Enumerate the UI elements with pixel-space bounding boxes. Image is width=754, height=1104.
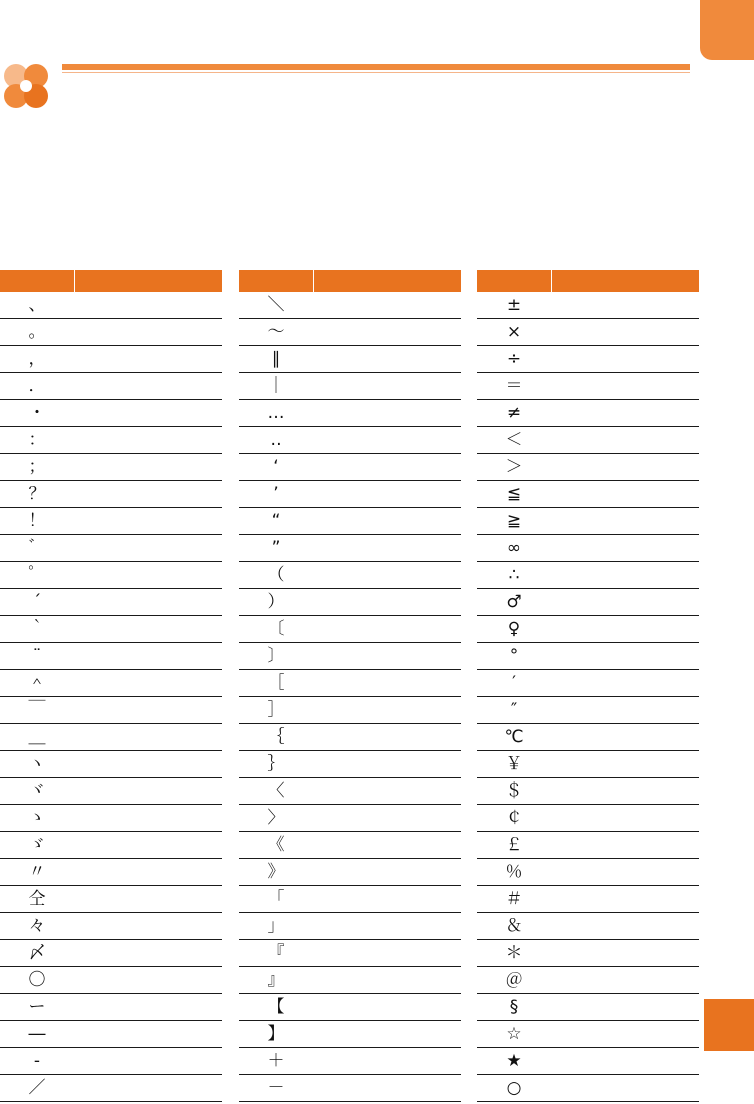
table-row <box>0 832 222 859</box>
symbol-cell: ± <box>477 292 551 319</box>
symbol-column-header <box>0 270 74 292</box>
table-row <box>0 994 222 1021</box>
symbol-cell: ｜ <box>239 373 313 400</box>
table-row <box>0 346 222 373</box>
table-row <box>0 1075 222 1102</box>
description-cell <box>74 697 222 724</box>
table-header-row <box>0 270 222 292</box>
description-cell <box>551 886 699 913</box>
table-row <box>239 373 461 400</box>
description-cell <box>74 616 222 643</box>
symbol-cell: ￡ <box>477 832 551 859</box>
table-row <box>239 859 461 886</box>
description-cell <box>551 643 699 670</box>
description-cell <box>74 724 222 751</box>
symbol-cell: 【 <box>239 994 313 1021</box>
table-row <box>477 481 699 508</box>
table-row <box>477 346 699 373</box>
symbol-cell: ゞ <box>0 832 74 859</box>
table-row <box>0 886 222 913</box>
symbol-cell: ≦ <box>477 481 551 508</box>
description-cell <box>74 508 222 535</box>
table-row <box>477 562 699 589</box>
symbol-cell: “ <box>239 508 313 535</box>
table-row <box>477 400 699 427</box>
description-cell <box>313 1075 461 1102</box>
description-cell <box>551 967 699 994</box>
table-row <box>477 616 699 643</box>
description-cell <box>551 454 699 481</box>
symbol-cell: ♂ <box>477 589 551 616</box>
table-row <box>477 940 699 967</box>
symbol-cell: ＼ <box>239 292 313 319</box>
symbol-cell: ［ <box>239 670 313 697</box>
description-cell <box>74 535 222 562</box>
symbol-cell: ｝ <box>239 751 313 778</box>
description-cell <box>551 751 699 778</box>
symbol-cell: 仝 <box>0 886 74 913</box>
description-cell <box>551 292 699 319</box>
description-cell <box>551 427 699 454</box>
description-cell <box>313 778 461 805</box>
symbol-cell: 〆 <box>0 940 74 967</box>
symbol-cell: ヾ <box>0 778 74 805</box>
description-cell <box>313 832 461 859</box>
symbol-cell: 】 <box>239 1021 313 1048</box>
symbol-cell: § <box>477 994 551 1021</box>
symbol-cell: ， <box>0 346 74 373</box>
description-cell <box>551 1021 699 1048</box>
description-cell <box>551 913 699 940</box>
table-row <box>477 697 699 724</box>
table-row <box>477 913 699 940</box>
description-cell <box>551 481 699 508</box>
description-cell <box>551 1048 699 1075</box>
header-rule <box>62 64 690 70</box>
symbol-cell: 』 <box>239 967 313 994</box>
description-cell <box>74 1075 222 1102</box>
description-column-header <box>313 270 461 292</box>
description-cell <box>313 292 461 319</box>
table-row <box>477 508 699 535</box>
table-row <box>477 427 699 454</box>
symbol-cell: ＊ <box>477 940 551 967</box>
symbol-cell: ´ <box>0 589 74 616</box>
symbol-cell: ゝ <box>0 805 74 832</box>
table-row <box>239 292 461 319</box>
symbol-cell: ￣ <box>0 697 74 724</box>
table-row <box>239 670 461 697</box>
symbol-cell: ＋ <box>239 1048 313 1075</box>
symbol-cell: 《 <box>239 832 313 859</box>
description-cell <box>313 994 461 1021</box>
description-cell <box>313 454 461 481</box>
description-cell <box>74 1021 222 1048</box>
description-cell <box>313 319 461 346</box>
symbol-cell: 〕 <box>239 643 313 670</box>
side-section-tab <box>704 999 754 1051</box>
description-cell <box>313 400 461 427</box>
table-row <box>0 670 222 697</box>
description-cell <box>74 1048 222 1075</box>
description-cell <box>551 994 699 1021</box>
table-row <box>239 562 461 589</box>
table-row <box>0 967 222 994</box>
description-cell <box>313 589 461 616</box>
symbol-cell: ” <box>239 535 313 562</box>
four-petal-flower-icon <box>0 60 52 112</box>
symbol-cell: ° <box>477 643 551 670</box>
table-row <box>0 481 222 508</box>
description-cell <box>313 751 461 778</box>
table-row <box>477 589 699 616</box>
symbol-cell: ？ <box>0 481 74 508</box>
symbol-cell: ヽ <box>0 751 74 778</box>
symbol-cell: ○ <box>477 1075 551 1102</box>
table-row <box>239 454 461 481</box>
table-row <box>477 670 699 697</box>
table-row <box>0 751 222 778</box>
symbol-column-header <box>477 270 551 292</box>
symbol-table-3 <box>477 270 699 1102</box>
table-body <box>0 292 222 1102</box>
symbol-cell: ‥ <box>239 427 313 454</box>
table-row <box>477 454 699 481</box>
table-body <box>239 292 461 1102</box>
table-row <box>239 481 461 508</box>
description-cell <box>313 427 461 454</box>
description-cell <box>74 913 222 940</box>
table-row <box>239 535 461 562</box>
symbol-cell: ☆ <box>477 1021 551 1048</box>
table-row <box>0 535 222 562</box>
symbol-cell: ｛ <box>239 724 313 751</box>
table-row <box>0 508 222 535</box>
symbol-cell: ‘ <box>239 454 313 481</box>
table-row <box>239 724 461 751</box>
table-row <box>239 508 461 535</box>
symbol-cell: 」 <box>239 913 313 940</box>
description-cell <box>551 805 699 832</box>
symbol-cell: 「 <box>239 886 313 913</box>
symbol-cell: ． <box>0 373 74 400</box>
description-cell <box>551 589 699 616</box>
description-cell <box>74 319 222 346</box>
symbol-cell: ＆ <box>477 913 551 940</box>
description-cell <box>551 562 699 589</box>
description-cell <box>74 454 222 481</box>
symbol-cell: ￥ <box>477 751 551 778</box>
header-rule-thin <box>62 72 690 73</box>
description-cell <box>551 535 699 562</box>
symbol-cell: ／ <box>0 1075 74 1102</box>
description-cell <box>551 1075 699 1102</box>
symbol-column-header <box>239 270 313 292</box>
table-row <box>0 562 222 589</box>
description-cell <box>74 994 222 1021</box>
table-row <box>239 400 461 427</box>
symbol-cell: ｀ <box>0 616 74 643</box>
description-cell <box>551 400 699 427</box>
table-row <box>477 724 699 751</box>
description-cell <box>313 724 461 751</box>
table-row <box>239 697 461 724</box>
symbol-cell: ★ <box>477 1048 551 1075</box>
symbol-cell: 々 <box>0 913 74 940</box>
description-cell <box>313 697 461 724</box>
table-row <box>477 319 699 346</box>
table-row <box>0 913 222 940</box>
symbol-cell: ・ <box>0 400 74 427</box>
table-row <box>477 643 699 670</box>
table-row <box>0 616 222 643</box>
symbol-cell: ♀ <box>477 616 551 643</box>
description-cell <box>74 805 222 832</box>
description-cell <box>313 670 461 697</box>
description-cell <box>313 346 461 373</box>
description-cell <box>74 643 222 670</box>
symbol-cell: ＄ <box>477 778 551 805</box>
description-cell <box>74 373 222 400</box>
description-cell <box>74 967 222 994</box>
symbol-cell: ″ <box>477 697 551 724</box>
table-row <box>239 346 461 373</box>
symbol-cell: 〃 <box>0 859 74 886</box>
symbol-cell: （ <box>239 562 313 589</box>
symbol-cell: ） <box>239 589 313 616</box>
symbol-cell: ― <box>0 1021 74 1048</box>
table-row <box>0 589 222 616</box>
description-cell <box>74 562 222 589</box>
description-cell <box>313 1048 461 1075</box>
symbol-cell: ＃ <box>477 886 551 913</box>
symbol-cell: ∴ <box>477 562 551 589</box>
symbol-table-1 <box>0 270 222 1102</box>
symbol-cell: ゜ <box>0 562 74 589</box>
symbol-cell: ＿ <box>0 724 74 751</box>
description-column-header <box>551 270 699 292</box>
table-row <box>477 1048 699 1075</box>
description-cell <box>74 427 222 454</box>
symbol-cell: ］ <box>239 697 313 724</box>
table-row <box>477 535 699 562</box>
symbol-cell: 〈 <box>239 778 313 805</box>
table-row <box>239 643 461 670</box>
table-row <box>239 751 461 778</box>
symbol-cell: ′ <box>477 670 551 697</box>
symbol-cell: － <box>239 1075 313 1102</box>
symbol-cell: ！ <box>0 508 74 535</box>
symbol-cell: ＝ <box>477 373 551 400</box>
table-row <box>477 994 699 1021</box>
description-cell <box>74 292 222 319</box>
top-section-tab <box>700 0 754 60</box>
description-cell <box>313 1021 461 1048</box>
table-row <box>0 940 222 967</box>
table-row <box>239 805 461 832</box>
table-row <box>239 1075 461 1102</box>
description-cell <box>551 940 699 967</box>
symbol-table-2 <box>239 270 461 1102</box>
symbol-cell: ℃ <box>477 724 551 751</box>
table-row <box>239 994 461 1021</box>
table-row <box>0 1048 222 1075</box>
symbol-cell: ゛ <box>0 535 74 562</box>
description-cell <box>313 886 461 913</box>
table-row <box>0 292 222 319</box>
description-cell <box>551 778 699 805</box>
symbol-cell: ∥ <box>239 346 313 373</box>
table-row <box>0 1021 222 1048</box>
symbol-cell: ー <box>0 994 74 1021</box>
table-row <box>477 886 699 913</box>
symbol-cell: ÷ <box>477 346 551 373</box>
table-row <box>0 859 222 886</box>
description-cell <box>74 859 222 886</box>
description-cell <box>313 859 461 886</box>
table-row <box>0 400 222 427</box>
symbol-cell: … <box>239 400 313 427</box>
symbol-cell: 》 <box>239 859 313 886</box>
symbol-cell: ‐ <box>0 1048 74 1075</box>
symbol-cell: 、 <box>0 292 74 319</box>
description-cell <box>313 481 461 508</box>
symbol-cell: ： <box>0 427 74 454</box>
table-row <box>239 427 461 454</box>
description-cell <box>551 616 699 643</box>
table-row <box>0 427 222 454</box>
table-row <box>477 1021 699 1048</box>
symbol-cell: ＞ <box>477 454 551 481</box>
description-cell <box>313 643 461 670</box>
table-header-row <box>239 270 461 292</box>
description-cell <box>313 913 461 940</box>
description-cell <box>551 670 699 697</box>
symbol-cell: 『 <box>239 940 313 967</box>
table-row <box>477 832 699 859</box>
table-row <box>0 454 222 481</box>
description-cell <box>74 832 222 859</box>
description-cell <box>74 589 222 616</box>
table-row <box>239 940 461 967</box>
description-cell <box>313 562 461 589</box>
description-cell <box>551 724 699 751</box>
symbol-cell: ＾ <box>0 670 74 697</box>
symbol-cell: 。 <box>0 319 74 346</box>
table-row <box>239 913 461 940</box>
description-cell <box>74 940 222 967</box>
description-cell <box>313 535 461 562</box>
description-cell <box>313 373 461 400</box>
description-cell <box>313 940 461 967</box>
table-row <box>477 805 699 832</box>
description-cell <box>551 697 699 724</box>
table-row <box>239 778 461 805</box>
table-body <box>477 292 699 1102</box>
symbol-cell: ＠ <box>477 967 551 994</box>
table-row <box>239 1048 461 1075</box>
symbol-cell: ～ <box>239 319 313 346</box>
symbol-cell: × <box>477 319 551 346</box>
symbol-cell: ∞ <box>477 535 551 562</box>
table-row <box>239 616 461 643</box>
table-row <box>239 589 461 616</box>
symbol-cell: 〉 <box>239 805 313 832</box>
table-row <box>477 292 699 319</box>
table-row <box>0 805 222 832</box>
table-row <box>0 319 222 346</box>
description-cell <box>74 481 222 508</box>
symbol-cell: ＜ <box>477 427 551 454</box>
symbol-cell: ¨ <box>0 643 74 670</box>
description-cell <box>313 508 461 535</box>
table-row <box>0 373 222 400</box>
table-row <box>239 832 461 859</box>
table-row <box>0 697 222 724</box>
symbol-cell: 〔 <box>239 616 313 643</box>
symbol-cell: 〇 <box>0 967 74 994</box>
table-row <box>477 751 699 778</box>
table-row <box>477 373 699 400</box>
symbol-cell: ≧ <box>477 508 551 535</box>
description-cell <box>74 751 222 778</box>
description-cell <box>74 400 222 427</box>
table-row <box>239 967 461 994</box>
table-row <box>477 778 699 805</box>
description-cell <box>551 319 699 346</box>
table-row <box>0 724 222 751</box>
description-cell <box>313 616 461 643</box>
table-row <box>239 1021 461 1048</box>
description-cell <box>551 373 699 400</box>
table-row <box>477 1075 699 1102</box>
description-cell <box>551 508 699 535</box>
description-cell <box>551 832 699 859</box>
symbol-cell: ； <box>0 454 74 481</box>
symbol-cell: ％ <box>477 859 551 886</box>
table-row <box>239 319 461 346</box>
table-row <box>477 859 699 886</box>
symbol-cell: ≠ <box>477 400 551 427</box>
description-cell <box>74 670 222 697</box>
description-cell <box>313 805 461 832</box>
description-cell <box>551 859 699 886</box>
description-cell <box>74 346 222 373</box>
symbol-cell: ￠ <box>477 805 551 832</box>
symbol-cell: ’ <box>239 481 313 508</box>
description-cell <box>74 778 222 805</box>
table-row <box>0 643 222 670</box>
table-row <box>239 886 461 913</box>
description-cell <box>551 346 699 373</box>
description-cell <box>313 967 461 994</box>
table-row <box>477 967 699 994</box>
table-header-row <box>477 270 699 292</box>
description-cell <box>74 886 222 913</box>
table-row <box>0 778 222 805</box>
description-column-header <box>74 270 222 292</box>
